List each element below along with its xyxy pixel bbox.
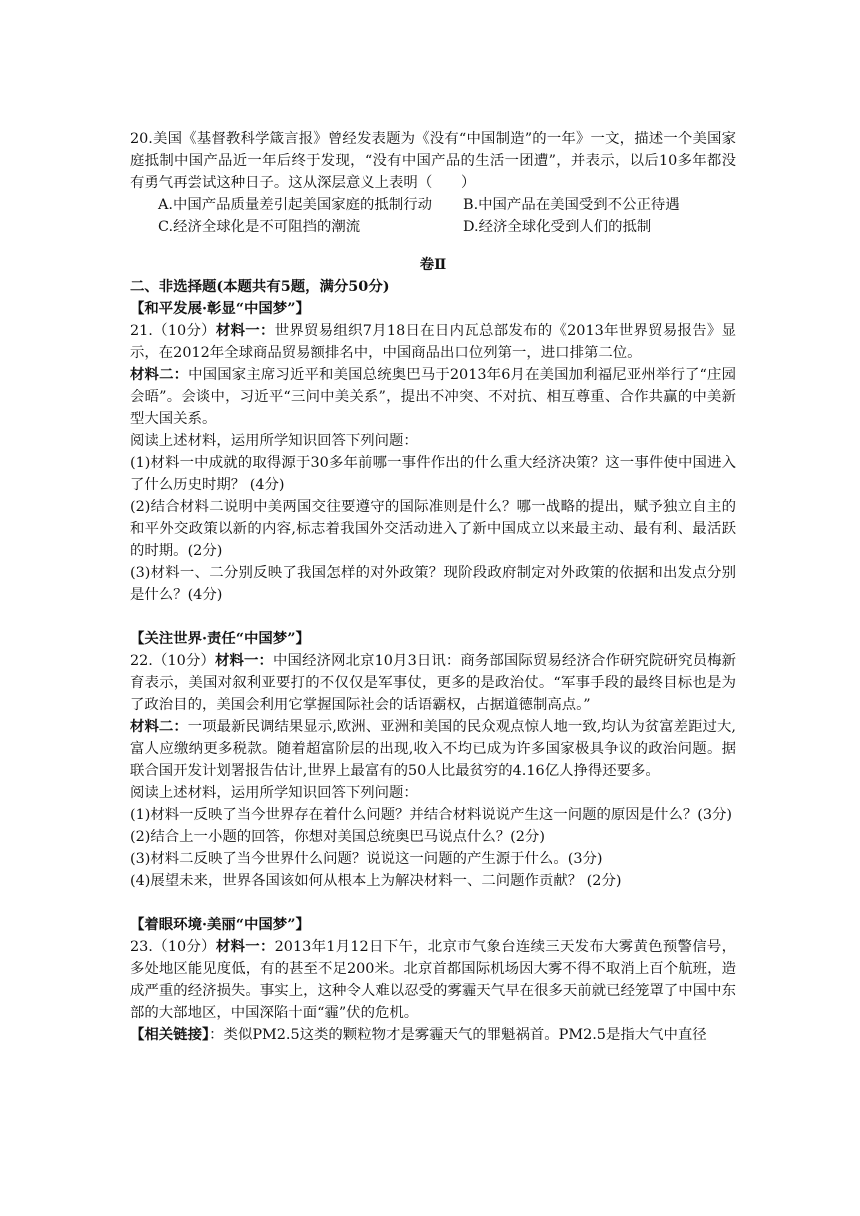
q22-sub-3: (3)材料二反映了当今世界什么问题？说说这一问题的产生源于什么。(3分) <box>130 851 603 867</box>
q22-m1-label: 材料一： <box>214 652 274 669</box>
q21-heading: 【和平发展·彰显“中国梦”】 <box>130 300 310 317</box>
q20-option-c: C.经济全球化是不可阻挡的潮流 <box>158 219 361 235</box>
q20-option-a: A.中国产品质量差引起美国家庭的抵制行动 <box>158 197 432 213</box>
q20-options-row-1 <box>130 194 736 216</box>
section-heading: 二、非选择题(本题共有5题，满分50分) <box>130 278 390 295</box>
q22-sub-1: (1)材料一反映了当今世界存在着什么问题？并结合材料说说产生这一问题的原因是什么？(3分) <box>130 807 733 823</box>
q22-heading: 【关注世界·责任“中国梦”】 <box>130 630 310 647</box>
q23-link-label: 【相关链接】 <box>130 1026 210 1043</box>
q21-material-1 <box>130 320 736 364</box>
q21-sub-1: (1)材料一中成就的取得源于30多年前哪一事件作出的什么重大经济决策？这一事件使中国进入了什么历史时期？ (4分) <box>130 455 736 493</box>
q20-options-row-2 <box>130 216 736 238</box>
q21-instruction: 阅读上述材料，运用所学知识回答下列问题： <box>130 433 418 449</box>
q21-sub-2: (2)结合材料二说明中美两国交往要遵守的国际准则是什么？哪一战略的提出，赋予独立自主的和平外交政策以新的内容,标志着我国外交活动进入了新中国成立以来最主动、最有利、最活跃的时期。(2分) <box>130 499 736 559</box>
q21-material-2 <box>130 364 736 430</box>
q22-sub-2: (2)结合上一小题的回答，你想对美国总统奥巴马说点什么？(2分) <box>130 829 545 845</box>
volume-title: 卷Ⅱ <box>419 256 447 273</box>
q22-m2-text: 一项最新民调结果显示,欧洲、亚洲和美国的民众观点惊人地一致,均认为贫富差距过大,富人应缴纳更多税款。随着超富阶层的出现,收入不均已成为许多国家极具争议的政治问题。据联合国开发计划署报告估计,世界上最富有的50人比最贫穷的4.16亿人挣得还要多。 <box>130 719 736 779</box>
q22-m2-label: 材料二： <box>130 718 188 735</box>
q22-material-1 <box>130 650 736 716</box>
q23-m1-label: 材料一： <box>215 938 275 955</box>
q20-stem: 20.美国《基督教科学箴言报》曾经发表题为《没有“中国制造”的一年》一文，描述一个美国家庭抵制中国产品近一年后终于发现，“没有中国产品的生活一团遭”，并表示，以后10多年都没有勇气再尝试这种日子。这从深层意义上表明（ ） <box>130 131 736 191</box>
q22-material-2 <box>130 716 736 782</box>
q23-m1-text: 2013年1月12日下午，北京市气象台连续三天发布大雾黄色预警信号，多处地区能见度低，有的甚至不足200米。北京首都国际机场因大雾不得不取消上百个航班，造成严重的经济损失。事实上，这种令人难以忍受的雾霾天气早在很多天前就已经笼罩了中国中东部的大部地区，中国深陷十面“霾”伏的危机。 <box>130 939 736 1021</box>
q20-option-d: D.经济全球化受到人们的抵制 <box>463 219 652 235</box>
q23-link-text: ：类似PM2.5这类的颗粒物才是雾霾天气的罪魁祸首。PM2.5是指大气中直径 <box>209 1027 707 1043</box>
q20-option-b: B.中国产品在美国受到不公正待遇 <box>463 197 680 213</box>
q23-heading: 【着眼环境·美丽“中国梦”】 <box>130 916 310 933</box>
q21-prefix: 21.（10分） <box>130 323 216 339</box>
spacer <box>130 606 736 628</box>
q22-prefix: 22.（10分） <box>130 653 215 669</box>
q23-prefix: 23.（10分） <box>130 939 216 955</box>
exam-page <box>130 128 736 1046</box>
q21-sub-3: (3)材料一、二分别反映了我国怎样的对外政策？现阶段政府制定对外政策的依据和出发点分别是什么？(4分) <box>130 565 736 603</box>
q22-instruction: 阅读上述材料，运用所学知识回答下列问题： <box>130 785 418 801</box>
q22-sub-4: (4)展望未来，世界各国该如何从根本上为解决材料一、二问题作贡献？ (2分) <box>130 873 622 889</box>
spacer <box>130 892 736 914</box>
q21-m2-text: 中国国家主席习近平和美国总统奥巴马于2013年6月在美国加利福尼亚州举行了“庄园会晤”。会谈中，习近平“三问中美关系”，提出不冲突、不对抗、相互尊重、合作共赢的中美新型大国关系。 <box>130 367 736 427</box>
q22-m1-text: 中国经济网北京10月3日讯：商务部国际贸易经济合作研究院研究员梅新育表示，美国对叙利亚要打的不仅仅是军事仗，更多的是政治仗。“军事手段的最终目标也是为了政治目的，美国会利用它掌握国际社会的话语霸权，占据道德制高点。” <box>130 653 736 713</box>
q21-m2-label: 材料二： <box>130 366 189 383</box>
q21-m1-label: 材料一： <box>215 322 275 339</box>
q23-related-link <box>130 1024 736 1046</box>
q21-m1-text: 世界贸易组织7月18日在日内瓦总部发布的《2013年世界贸易报告》显示，在2012年全球商品贸易额排名中，中国商品出口位列第一，进口排第二位。 <box>130 323 736 361</box>
q23-material-1 <box>130 936 736 1024</box>
